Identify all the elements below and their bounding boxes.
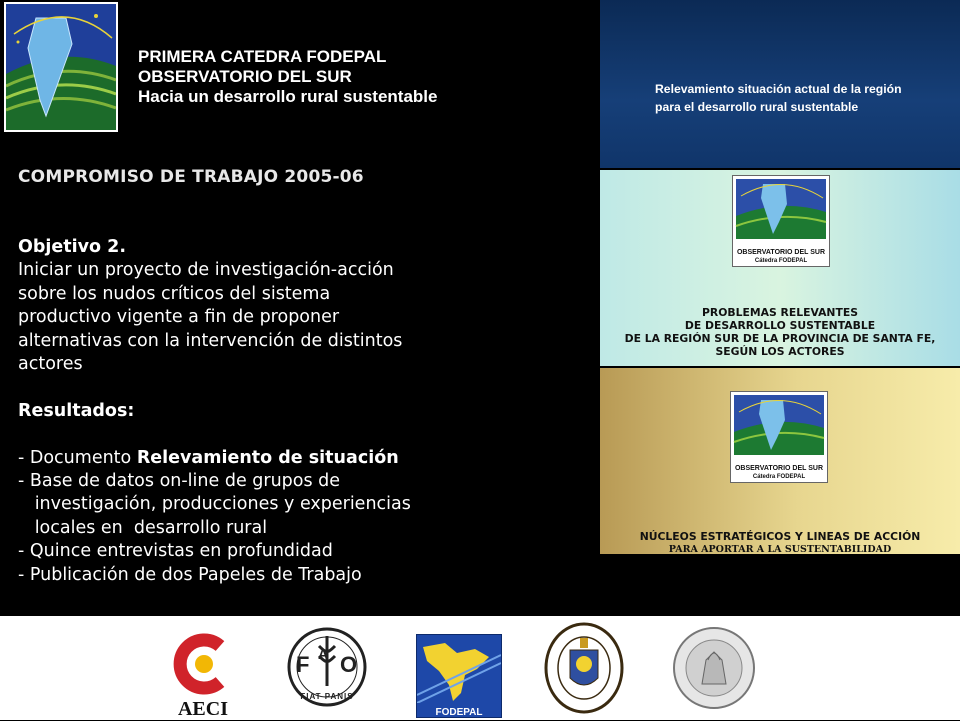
mini-logo-2-subcaption: Cátedra FODEPAL	[752, 474, 806, 480]
observatorio-mini-logo-2-graphic	[731, 392, 827, 458]
fao-motto: FIAT PANIS	[300, 692, 354, 701]
cover-panel-relevamiento-title	[655, 80, 902, 116]
fodepal-logo-graphic	[417, 635, 501, 703]
objective-line-4: alternativas con la intervención de distintos	[18, 330, 403, 351]
fao-letter-f: F	[296, 652, 310, 677]
header-line-1: PRIMERA CATEDRA FODEPAL	[138, 47, 387, 66]
problemas-line-2: DE DESARROLLO SUSTENTABLE	[684, 319, 876, 332]
header-title-block	[138, 47, 437, 107]
fodepal-logo	[416, 634, 502, 718]
header-line-3: Hacia un desarrollo rural sustentable	[138, 87, 438, 106]
observatorio-mini-logo-graphic	[733, 176, 829, 242]
university-seal-logo	[672, 626, 756, 710]
result-item-3: - Quince entrevistas en profundidad	[18, 541, 333, 562]
mini-logo-caption: OBSERVATORIO DEL SUR	[736, 249, 826, 256]
result-item-1-bold: Relevamiento de situación	[136, 447, 399, 468]
nucleos-line-2: PARA APORTAR A LA SUSTENTABILIDAD	[668, 544, 892, 555]
result-item-2-line-3: locales en desarrollo rural	[18, 517, 268, 538]
result-item-4: - Publicación de dos Papeles de Trabajo	[18, 564, 362, 585]
fao-letter-a: A	[318, 646, 329, 662]
aeci-logo-graphic	[168, 632, 238, 696]
observatorio-mini-logo	[732, 175, 830, 267]
header-line-2: OBSERVATORIO DEL SUR	[138, 67, 352, 86]
aeci-logo	[168, 632, 238, 718]
cover-panel-relevamiento-line-2: para el desarrollo rural sustentable	[655, 100, 859, 114]
result-item-1	[18, 447, 488, 470]
cover-panel-problemas-title	[600, 306, 960, 358]
aeci-logo-text: AECI	[177, 698, 228, 720]
problemas-line-4: SEGÚN LOS ACTORES	[715, 345, 845, 358]
objective-line-5: actores	[18, 354, 83, 375]
observatorio-logo-graphic	[6, 4, 116, 130]
problemas-line-3: DE LA REGIÓN SUR DE LA PROVINCIA DE SANTA FE,	[624, 332, 936, 345]
university-seal-graphic	[672, 626, 756, 710]
fodepal-logo-text: FODEPAL	[435, 707, 483, 718]
sponsor-logos-footer	[0, 616, 960, 720]
cover-panel-nucleos	[600, 368, 960, 554]
mini-logo-2-caption: OBSERVATORIO DEL SUR	[734, 465, 824, 472]
objective-line-3: productivo vigente a fin de proponer	[18, 307, 340, 328]
problemas-line-1: PROBLEMAS RELEVANTES	[701, 306, 858, 319]
fao-letter-o: O	[340, 652, 358, 677]
result-item-2-line-2: investigación, producciones y experiencias	[18, 494, 411, 515]
mini-logo-subcaption: Cátedra FODEPAL	[754, 258, 808, 264]
upm-logo-graphic	[544, 622, 624, 714]
objective-line-2: sobre los nudos críticos del sistema	[18, 283, 331, 304]
result-item-2-line-1: - Base de datos on-line de grupos de	[18, 471, 341, 492]
objective-line-1: Iniciar un proyecto de investigación-acción	[18, 260, 394, 281]
nucleos-line-1: NÚCLEOS ESTRATÉGICOS Y LINEAS DE ACCIÓN	[639, 530, 921, 543]
results-title: Resultados:	[18, 400, 135, 421]
result-item-1-prefix: - Documento	[18, 447, 137, 468]
section-heading: COMPROMISO DE TRABAJO 2005-06	[18, 167, 364, 187]
upm-logo	[544, 622, 624, 714]
observatorio-logo	[4, 2, 118, 132]
objective-title: Objetivo 2.	[18, 237, 126, 257]
cover-panel-relevamiento-line-1: Relevamiento situación actual de la región	[655, 82, 902, 96]
observatorio-mini-logo-2	[730, 391, 828, 483]
body-text	[18, 236, 488, 587]
